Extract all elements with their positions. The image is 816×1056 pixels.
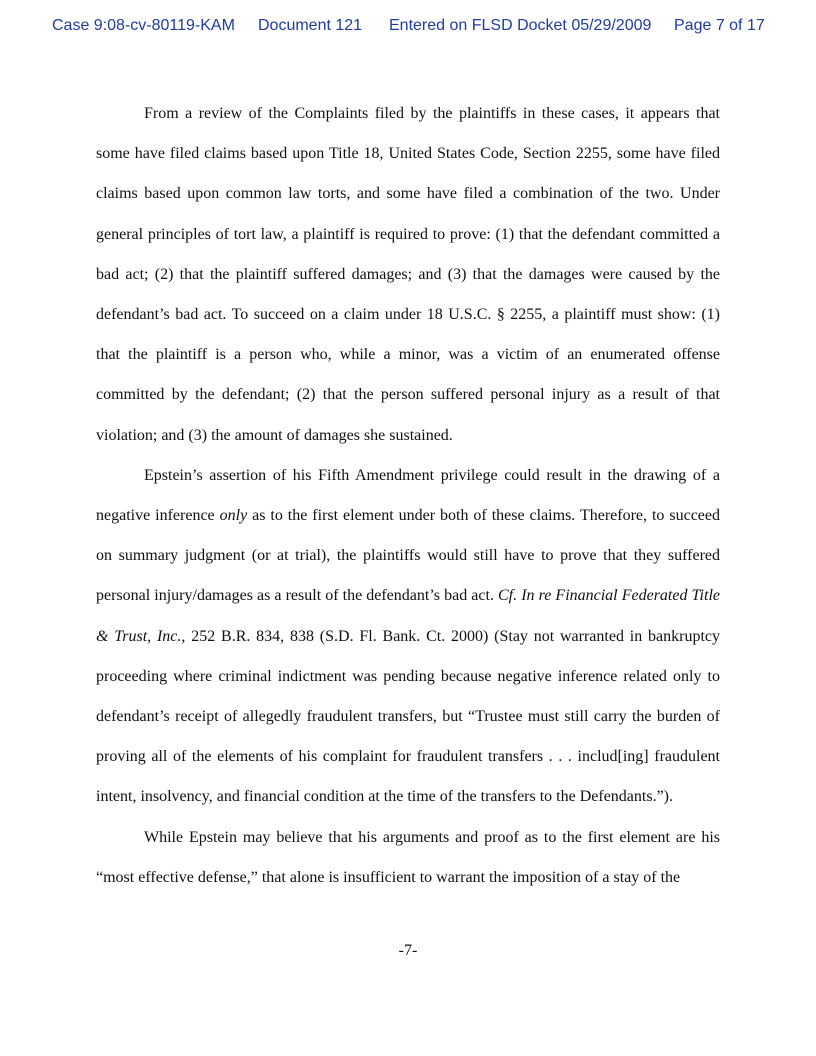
- paragraph-fifth-amendment: [96, 456, 720, 818]
- emphasis-only: only: [219, 507, 248, 525]
- text-segment: as to the first element under both of these claims. Therefore, to succeed on summary judgment (or at trial), the plaintiffs would still have to prove that they suffered personal injury/damages as a result of the defendant’s bad act.: [96, 507, 721, 605]
- entered-date: Entered on FLSD Docket 05/29/2009: [389, 17, 652, 34]
- paragraph-complaints-review: [96, 94, 720, 456]
- text-segment: While Epstein may believe that his arguments and proof as to the first element are his “most effective defense,” that alone is insufficient to warrant the imposition of a stay of the: [96, 828, 720, 886]
- paragraph-effective-defense: [96, 818, 720, 898]
- case-number: Case 9:08-cv-80119-KAM: [52, 17, 235, 34]
- document-number: Document 121: [258, 17, 363, 34]
- page-number-footer: -7-: [398, 942, 418, 959]
- text-segment: From a review of the Complaints filed by the plaintiffs in these cases, it appears that some have filed claims based upon Title 18, United States Code, Section 2255, some have filed claims based upon common law torts, and some have filed a combination of the two. Under general principles of tort law, a plaintiff is required to prove: (1) that the defendant committed a bad act; (2) that the plaintiff suffered damages; and (3) that the damages were caused by the defendant’s bad act. To succeed on a claim under 18 U.S.C. § 2255, a plaintiff must show: (1) that the plaintiff is a person who, while a minor, was a victim of an enumerated offense committed by the defendant; (2) that the person suffered personal injury as a result of that violation; and (3) the amount of damages she sustained.: [96, 105, 720, 444]
- case-citation: Cf. In re Financial Federated Title & Trust, Inc.: [96, 587, 720, 645]
- text-segment: , 252 B.R. 834, 838 (S.D. Fl. Bank. Ct. 2000) (Stay not warranted in bankruptcy proceeding where criminal indictment was pending because negative inference related only to defendant’s receipt of allegedly fraudulent transfers, but “Trustee must still carry the burden of proving all of the elements of his complaint for fraudulent transfers . . . includ[ing] fraudulent intent, insolvency, and financial condition at the time of the transfers to the Defendants.”).: [96, 627, 720, 806]
- text-segment: Epstein’s assertion of his Fifth Amendment privilege could result in the drawing of a negative inference: [96, 466, 720, 525]
- docket-header: [52, 17, 768, 39]
- document-body: [96, 94, 720, 898]
- page-count: Page 7 of 17: [674, 17, 765, 34]
